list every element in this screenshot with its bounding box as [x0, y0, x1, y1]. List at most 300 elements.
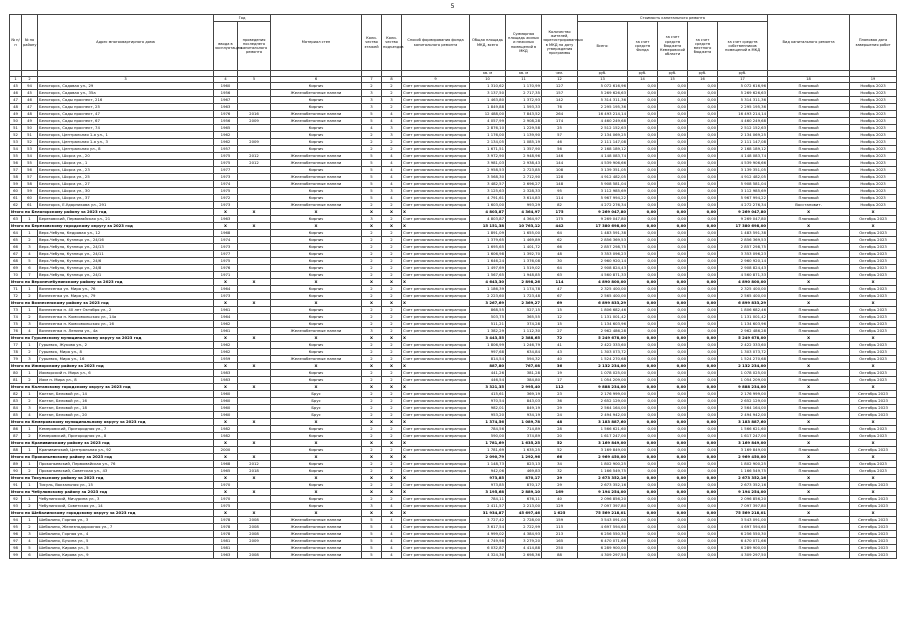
- table-cell: [238, 482, 271, 489]
- table-cell: 2: [382, 482, 402, 489]
- table-cell: Плановый: [768, 118, 850, 125]
- subtotal-cell: X: [382, 475, 402, 482]
- table-cell: Белогорск, Центральная 1-я ул., 3: [38, 139, 214, 146]
- column-number-cell: 9: [402, 77, 470, 83]
- table-cell: 4 148 083,74: [578, 153, 628, 160]
- table-cell: 2 134,05: [470, 139, 506, 146]
- table-cell: [238, 321, 271, 328]
- table-cell: Плановый: [768, 83, 850, 90]
- table-cell: 0,00: [688, 398, 718, 405]
- table-row: [10, 97, 897, 104]
- table-cell: Железобетонные панели: [271, 524, 362, 531]
- table-cell: 41: [542, 342, 578, 349]
- subtotal-cell: X: [402, 300, 470, 307]
- subtotal-cell: X: [271, 510, 362, 517]
- subtotal-cell: 0,00: [628, 440, 658, 447]
- table-cell: 4: [382, 195, 402, 202]
- table-cell: 942,06: [470, 468, 506, 475]
- table-cell: 2012: [238, 160, 271, 167]
- table-cell: 1975: [214, 503, 238, 510]
- table-cell: 1970: [214, 482, 238, 489]
- table-cell: 0,00: [658, 216, 688, 223]
- subtotal-cell: X: [271, 363, 362, 370]
- table-cell: 0,00: [658, 482, 688, 489]
- table-cell: 1965: [214, 468, 238, 475]
- table-cell: Калтан, Беловой ул., 16: [38, 398, 214, 405]
- table-cell: Кирпич: [271, 461, 362, 468]
- table-cell: 0,00: [658, 258, 688, 265]
- table-cell: 2 958,53: [470, 167, 506, 174]
- table-cell: 2 134 069,25: [578, 132, 628, 139]
- subtotal-cell: 1 781,69: [470, 440, 506, 447]
- table-cell: Счет регионального оператора: [402, 370, 470, 377]
- table-cell: 58: [10, 174, 22, 181]
- table-cell: 0,00: [628, 139, 658, 146]
- table-cell: 2 948,96: [506, 153, 542, 160]
- table-cell: 1 463,80: [470, 97, 506, 104]
- table-cell: [238, 195, 271, 202]
- subtotal-cell: X: [402, 363, 470, 370]
- subtotal-cell: 52: [542, 440, 578, 447]
- table-cell: 4 749,98: [470, 538, 506, 545]
- subtotal-cell: 0,00: [658, 223, 688, 230]
- column-number-cell: 3: [38, 77, 214, 83]
- table-cell: Счет регионального оператора: [402, 461, 470, 468]
- table-cell: 1974: [214, 181, 238, 188]
- table-row: [10, 195, 897, 202]
- table-row: [10, 286, 897, 293]
- table-cell: 59: [22, 188, 38, 195]
- table-cell: [238, 104, 271, 111]
- table-cell: 82: [542, 202, 578, 209]
- table-cell: Кирпич: [271, 433, 362, 440]
- table-cell: 2: [22, 377, 38, 384]
- table-cell: Кирпич: [271, 251, 362, 258]
- table-cell: 1973: [214, 244, 238, 251]
- table-cell: 94: [10, 517, 22, 524]
- subtotal-cell: 6 899 833,29: [718, 300, 768, 307]
- table-cell: Счет регионального оператора: [402, 286, 470, 293]
- header-residents: Количество жителей, зарегистрированных в МКД на дату утверждения программы: [542, 15, 578, 71]
- table-cell: 5: [362, 538, 382, 545]
- subtotal-cell: 4 643,30: [470, 279, 506, 286]
- table-cell: 2: [362, 377, 382, 384]
- table-cell: Верх-Чебула, Кедровая ул., 12: [38, 230, 214, 237]
- table-cell: 0,00: [628, 174, 658, 181]
- table-cell: 2018: [238, 468, 271, 475]
- subtotal-cell: 0,00: [658, 489, 688, 496]
- table-cell: 5: [362, 545, 382, 552]
- table-cell: Плановый: [768, 237, 850, 244]
- table-cell: 82: [10, 391, 22, 398]
- subtotal-cell: 0,00: [628, 384, 658, 391]
- table-cell: [238, 398, 271, 405]
- table-cell: Счет регионального оператора: [402, 237, 470, 244]
- subtotal-cell: 0,00: [688, 419, 718, 426]
- table-row: [10, 356, 897, 363]
- table-cell: 0,00: [688, 118, 718, 125]
- table-cell: 0,00: [688, 258, 718, 265]
- table-cell: 5: [362, 531, 382, 538]
- table-cell: Счет регионального оператора: [402, 342, 470, 349]
- table-cell: 5 269 626,63: [578, 90, 628, 97]
- table-cell: 5: [362, 160, 382, 167]
- table-cell: 0,00: [688, 83, 718, 90]
- subtotal-cell: X: [238, 489, 271, 496]
- table-cell: 3: [382, 125, 402, 132]
- column-number-cell: 14: [628, 77, 658, 83]
- table-cell: Октябрь 2023: [850, 356, 897, 363]
- table-row: [10, 111, 897, 118]
- table-cell: Счет регионального оператора: [402, 251, 470, 258]
- table-cell: 0,00: [628, 503, 658, 510]
- table-cell: 1 379,65: [470, 237, 506, 244]
- header-floors: Коли-чество этажей: [362, 15, 382, 71]
- table-cell: [238, 342, 271, 349]
- table-cell: Октябрь 2023: [850, 468, 897, 475]
- table-cell: Плановый: [768, 447, 850, 454]
- table-cell: 0,00: [628, 272, 658, 279]
- table-cell: 0,00: [658, 468, 688, 475]
- table-cell: Плановый: [768, 153, 850, 160]
- table-cell: 1 382,29: [470, 328, 506, 335]
- table-cell: 3: [382, 132, 402, 139]
- table-cell: Калтан, Беловой ул., 14: [38, 391, 214, 398]
- unit-cell: кв. м: [506, 71, 542, 77]
- table-cell: Шебалино, Кирова ул., 5: [38, 545, 214, 552]
- table-cell: 1 078 025,00: [578, 370, 628, 377]
- table-cell: Счет регионального оператора: [402, 503, 470, 510]
- table-cell: 0,00: [688, 349, 718, 356]
- table-cell: 0,00: [658, 328, 688, 335]
- subtotal-cell: 10 763,12: [506, 223, 542, 230]
- subtotal-label: Итого по Березовскому городскому округу за 2023 год: [10, 223, 214, 230]
- table-cell: 27: [542, 328, 578, 335]
- table-cell: Счет регионального оператора: [402, 377, 470, 384]
- subtotal-row: [10, 419, 897, 426]
- table-cell: 2: [362, 314, 382, 321]
- table-cell: 2: [362, 244, 382, 251]
- table-cell: Ноябрь 2023: [850, 132, 897, 139]
- subtotal-cell: 5 249 678,00: [578, 335, 628, 342]
- table-cell: 0,00: [658, 398, 688, 405]
- subtotal-cell: X: [238, 223, 271, 230]
- page-number: 5: [450, 3, 455, 10]
- table-cell: 3 981,03: [470, 160, 506, 167]
- table-cell: 2: [382, 461, 402, 468]
- table-cell: 4 414,88: [506, 545, 542, 552]
- table-cell: Счет регионального оператора: [402, 118, 470, 125]
- table-cell: 4 460 249,68: [718, 118, 768, 125]
- table-cell: 676,11: [506, 496, 542, 503]
- subtotal-cell: 31 934,87: [470, 510, 506, 517]
- table-cell: 0,00: [688, 468, 718, 475]
- column-number-cell: 17: [718, 77, 768, 83]
- table-cell: 2: [362, 132, 382, 139]
- table-cell: 108: [542, 167, 578, 174]
- subtotal-cell: X: [402, 489, 470, 496]
- table-cell: 83: [10, 398, 22, 405]
- table-cell: Верх-Чебула, Кузнецк ул., 24/11: [38, 251, 214, 258]
- table-cell: Кирпич: [271, 83, 362, 90]
- table-cell: 0,00: [628, 146, 658, 153]
- table-cell: 2: [22, 237, 38, 244]
- table-cell: Ноябрь 2023: [850, 195, 897, 202]
- table-cell: Плановый: [768, 132, 850, 139]
- header-planned-date: Плановая дата завершения работ: [850, 15, 897, 71]
- table-cell: Белогорск, Сады проспект, 67: [38, 118, 214, 125]
- table-cell: 0,00: [688, 237, 718, 244]
- table-cell: Плановый: [768, 398, 850, 405]
- table-cell: 55: [10, 153, 22, 160]
- table-cell: 3 543 091,00: [718, 517, 768, 524]
- table-cell: 1973: [214, 293, 238, 300]
- table-cell: 70: [10, 272, 22, 279]
- table-cell: 2 857 298,75: [578, 244, 628, 251]
- table-cell: 0,00: [658, 97, 688, 104]
- subtotal-cell: X: [768, 475, 850, 482]
- table-cell: 2 096 856,20: [578, 496, 628, 503]
- table-cell: Железобетонные панели: [271, 531, 362, 538]
- table-cell: 1977: [214, 251, 238, 258]
- subtotal-cell: 2 673 352,16: [578, 475, 628, 482]
- table-cell: [238, 146, 271, 153]
- table-row: [10, 202, 897, 209]
- subtotal-cell: X: [402, 475, 470, 482]
- table-cell: Белогорск, Шорса ул., 20: [38, 153, 214, 160]
- table-cell: 2 652 129,00: [718, 398, 768, 405]
- table-cell: 47: [10, 97, 22, 104]
- table-cell: Ноябрь 2023: [850, 139, 897, 146]
- subtotal-cell: X: [362, 209, 382, 216]
- subtotal-cell: X: [382, 279, 402, 286]
- table-cell: Восстановит.: [768, 202, 850, 209]
- table-cell: 2 213,00: [506, 503, 542, 510]
- table-cell: 0,00: [658, 139, 688, 146]
- table-cell: 1975: [214, 258, 238, 265]
- subtotal-cell: 2 898,26: [506, 279, 542, 286]
- unit-cell: руб.: [628, 71, 658, 77]
- subtotal-cell: 69: [542, 300, 578, 307]
- subtotal-cell: X: [768, 510, 850, 517]
- table-cell: Ноябрь 2023: [850, 153, 897, 160]
- table-cell: 1983: [214, 377, 238, 384]
- table-cell: Октябрь 2023: [850, 328, 897, 335]
- table-row: [10, 251, 897, 258]
- table-cell: 4 272 276,34: [578, 202, 628, 209]
- table-cell: Кирпич: [271, 503, 362, 510]
- table-cell: 1 310,62: [470, 83, 506, 90]
- subtotal-cell: 9 888 234,00: [578, 384, 628, 391]
- table-cell: 4 912 482,05: [718, 174, 768, 181]
- column-number-cell: 4: [214, 77, 238, 83]
- table-cell: 1968: [214, 230, 238, 237]
- table-cell: Плановый: [768, 286, 850, 293]
- table-cell: 88: [10, 447, 22, 454]
- table-cell: 0,00: [658, 517, 688, 524]
- subtotal-cell: 767,08: [506, 363, 542, 370]
- table-cell: 0,00: [688, 328, 718, 335]
- table-cell: 2: [362, 426, 382, 433]
- table-cell: Плановый: [768, 216, 850, 223]
- table-cell: 1 131 001,42: [578, 314, 628, 321]
- table-cell: 0,00: [628, 83, 658, 90]
- table-cell: Кирпич: [271, 482, 362, 489]
- table-cell: Счет регионального оператора: [402, 482, 470, 489]
- table-cell: Вознесенка ул. Мира ул., 79: [38, 293, 214, 300]
- subtotal-cell: X: [362, 300, 382, 307]
- table-cell: Белогорск, Садовая ул., 35а: [38, 90, 214, 97]
- table-cell: 0,00: [688, 132, 718, 139]
- table-cell: Счет регионального оператора: [402, 405, 470, 412]
- table-row: [10, 342, 897, 349]
- table-cell: 1960: [214, 405, 238, 412]
- table-cell: 157: [542, 90, 578, 97]
- table-row: [10, 125, 897, 132]
- table-cell: Кирпич: [271, 216, 362, 223]
- table-cell: 7 097 397,80: [578, 503, 628, 510]
- table-cell: 0,00: [688, 251, 718, 258]
- table-cell: 0,00: [628, 552, 658, 559]
- column-number-cell: 13: [578, 77, 628, 83]
- unit-cell: руб.: [658, 71, 688, 77]
- table-cell: 2 512 152,63: [718, 125, 768, 132]
- subtotal-cell: X: [271, 279, 362, 286]
- table-cell: 0,00: [628, 188, 658, 195]
- subtotal-cell: X: [362, 440, 382, 447]
- table-cell: Плановый: [768, 468, 850, 475]
- table-cell: 47: [542, 286, 578, 293]
- table-cell: 0,00: [688, 314, 718, 321]
- table-cell: 0,00: [658, 412, 688, 419]
- table-cell: 0,00: [688, 307, 718, 314]
- table-cell: 2: [382, 433, 402, 440]
- table-cell: 1 806 682,46: [578, 307, 628, 314]
- table-cell: Плановый: [768, 160, 850, 167]
- table-cell: 784,56: [470, 426, 506, 433]
- table-cell: 5 967 994,22: [578, 195, 628, 202]
- table-cell: 0,00: [688, 552, 718, 559]
- table-cell: Брус: [271, 412, 362, 419]
- table-cell: Плановый: [768, 433, 850, 440]
- table-cell: 3 139 351,05: [718, 167, 768, 174]
- table-cell: 61: [10, 195, 22, 202]
- table-cell: Кирпич: [271, 314, 362, 321]
- table-cell: 5 269 626,63: [718, 90, 768, 97]
- table-cell: 2: [382, 90, 402, 97]
- table-cell: 1975: [214, 188, 238, 195]
- table-cell: Счет регионального оператора: [402, 356, 470, 363]
- table-cell: 1 806,99: [470, 342, 506, 349]
- table-cell: 46: [10, 90, 22, 97]
- header-year-commissioning: ввода в эксплуатацию: [214, 22, 238, 71]
- table-cell: Плановый: [768, 426, 850, 433]
- subtotal-cell: 4 890 800,00: [718, 279, 768, 286]
- subtotal-cell: X: [214, 384, 238, 391]
- table-cell: 4: [382, 174, 402, 181]
- table-row: [10, 153, 897, 160]
- table-cell: 2 908,28: [506, 118, 542, 125]
- table-cell: 1962: [214, 342, 238, 349]
- table-cell: 1 617 247,00: [578, 433, 628, 440]
- subtotal-cell: X: [238, 335, 271, 342]
- table-cell: 72: [10, 293, 22, 300]
- table-cell: Плановый: [768, 496, 850, 503]
- table-cell: 79: [10, 356, 22, 363]
- table-cell: 0,00: [658, 461, 688, 468]
- table-cell: Верх-Чебула, Кузнецк ул., 24/16: [38, 237, 214, 244]
- table-cell: 56: [10, 160, 22, 167]
- table-cell: Кирпич: [271, 426, 362, 433]
- table-cell: 57: [542, 132, 578, 139]
- table-cell: 47: [22, 104, 38, 111]
- table-cell: 1 469,89: [506, 237, 542, 244]
- table-cell: 4 539 906,66: [718, 160, 768, 167]
- table-cell: [238, 167, 271, 174]
- subtotal-label: Итого по Тисульскому району за 2023 год: [10, 475, 214, 482]
- subtotal-cell: X: [214, 510, 238, 517]
- table-cell: 2: [362, 468, 382, 475]
- subtotal-cell: 2 388,65: [506, 335, 542, 342]
- table-cell: 2012: [238, 461, 271, 468]
- table-cell: 849,19: [506, 405, 542, 412]
- table-cell: 4 057,99: [470, 118, 506, 125]
- subtotal-label: Итого по Гурьевскому муниципальному округу за 2023 год: [10, 335, 214, 342]
- table-cell: Крапивинский, Центральная ул., 92: [38, 447, 214, 454]
- table-cell: 34: [542, 461, 578, 468]
- table-cell: 1 603,00: [470, 202, 506, 209]
- table-cell: [238, 447, 271, 454]
- table-cell: 0,00: [628, 370, 658, 377]
- table-cell: 2: [362, 286, 382, 293]
- table-cell: 5: [362, 524, 382, 531]
- table-row: [10, 146, 897, 153]
- table-cell: 80: [10, 370, 22, 377]
- table-cell: Кирпич: [271, 447, 362, 454]
- subtotal-cell: X: [402, 419, 470, 426]
- table-cell: Плановый: [768, 97, 850, 104]
- table-cell: 16 493 214,14: [718, 111, 768, 118]
- table-cell: 4 912 482,05: [578, 174, 628, 181]
- table-cell: 46: [22, 97, 38, 104]
- table-cell: Железобетонные панели: [271, 202, 362, 209]
- table-cell: Счет регионального оператора: [402, 146, 470, 153]
- table-cell: 2008: [238, 552, 271, 559]
- table-row: [10, 118, 897, 125]
- subtotal-cell: 1 292,96: [506, 454, 542, 461]
- subtotal-cell: X: [238, 209, 271, 216]
- subtotal-cell: X: [382, 440, 402, 447]
- subtotal-cell: 0,00: [658, 335, 688, 342]
- table-cell: 503,75: [470, 314, 506, 321]
- table-cell: 2: [382, 216, 402, 223]
- subtotal-cell: 75 569 218,01: [578, 510, 628, 517]
- table-cell: 87: [10, 433, 22, 440]
- table-cell: Счет регионального оператора: [402, 167, 470, 174]
- table-cell: Ноябрь 2023: [850, 202, 897, 209]
- subtotal-cell: X: [850, 279, 897, 286]
- table-cell: Октябрь 2023: [850, 321, 897, 328]
- table-cell: 84: [10, 405, 22, 412]
- subtotal-cell: X: [238, 419, 271, 426]
- table-cell: 69: [10, 265, 22, 272]
- table-cell: 1965: [214, 125, 238, 132]
- table-row: [10, 370, 897, 377]
- table-cell: 2: [362, 433, 382, 440]
- table-cell: 0,00: [658, 503, 688, 510]
- subtotal-cell: X: [238, 454, 271, 461]
- table-cell: Плановый: [768, 314, 850, 321]
